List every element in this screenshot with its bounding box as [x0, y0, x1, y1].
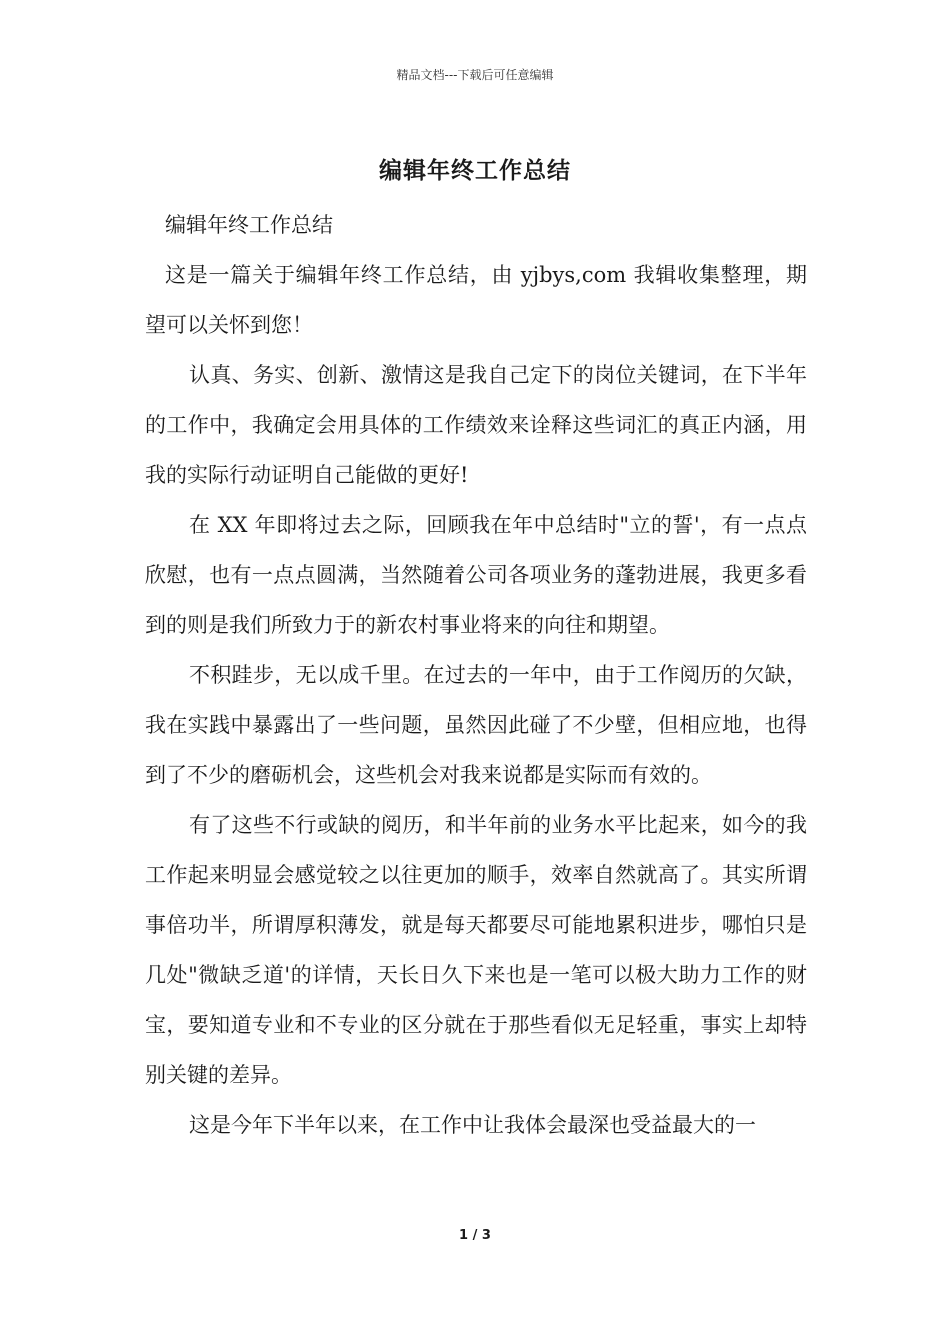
paragraph-2: 在 XX 年即将过去之际，回顾我在年中总结时"立的誓'，有一点点欣慰，也有一点点圆满，当然随着公司各项业务的蓬勃进展，我更多看到的则是我们所致力于的新农村事业将来的向往和期望。: [145, 513, 807, 637]
intro-paragraph: 这是一篇关于编辑年终工作总结，由 yjbys,com 我辑收集整理，期望可以关怀到您！: [145, 263, 807, 337]
paragraph-4: 有了这些不行或缺的阅历，和半年前的业务水平比起来，如今的我工作起来明显会感觉较之以往更加的顺手，效率自然就高了。其实所谓事倍功半，所谓厚积薄发，就是每天都要尽可能地累积进步，哪怕只是几处"微缺乏道'的详情，天长日久下来也是一笔可以极大助力工作的财宝，要知道专业和不专业的区分就在于那些看似无足轻重，事实上却特别关键的差异。: [145, 813, 807, 1087]
paragraph-3: 不积跬步，无以成千里。在过去的一年中，由于工作阅历的欠缺，我在实践中暴露出了一些问题，虽然因此碰了不少壁，但相应地，也得到了不少的磨砺机会，这些机会对我来说都是实际而有效的。: [145, 663, 807, 787]
paragraph-1: 认真、务实、创新、激情这是我自己定下的岗位关键词，在下半年的工作中，我确定会用具体的工作绩效来诠释这些词汇的真正内涵，用我的实际行动证明自己能做的更好!: [145, 363, 807, 487]
page-number: 1 / 3: [459, 1228, 491, 1243]
header-note: 精品文档---下载后可任意编辑: [396, 68, 554, 82]
paragraph-5: 这是今年下半年以来，在工作中让我体会最深也受益最大的一: [189, 1113, 756, 1137]
document-body: [145, 200, 807, 1150]
document-subtitle: 编辑年终工作总结: [165, 213, 333, 237]
document-title: 编辑年终工作总结: [379, 157, 571, 184]
